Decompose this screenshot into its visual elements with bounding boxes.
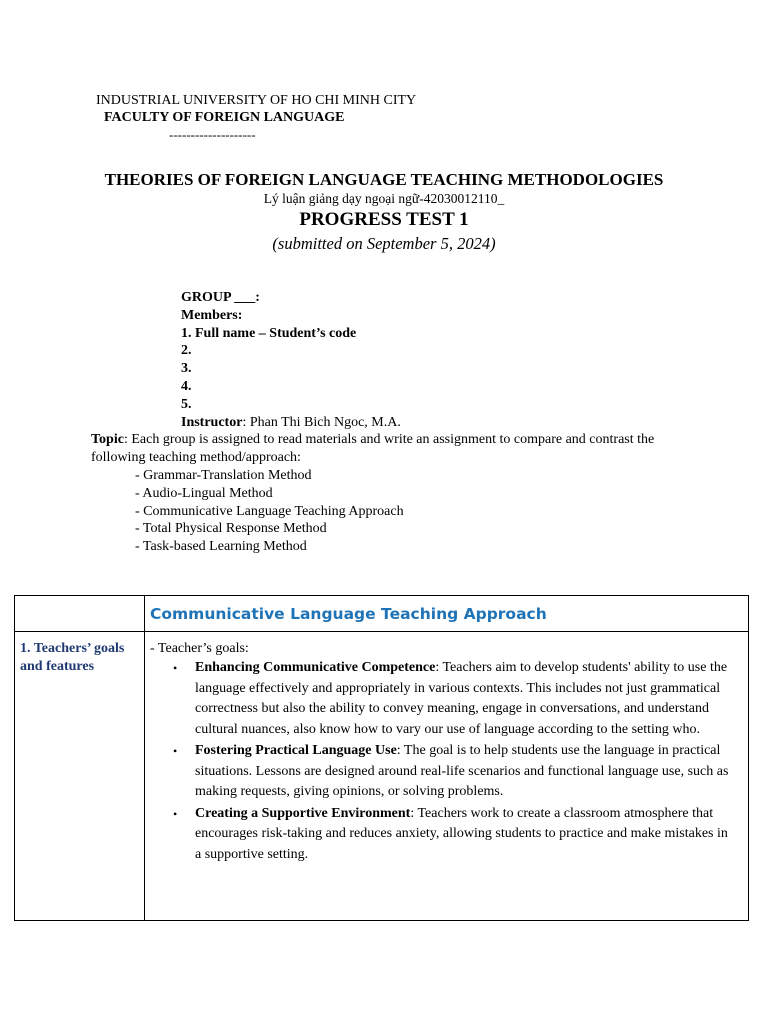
goal-term: Fostering Practical Language Use bbox=[195, 743, 397, 758]
method-item: - Grammar-Translation Method bbox=[135, 468, 312, 483]
course-title: THEORIES OF FOREIGN LANGUAGE TEACHING METHODOLOGIES bbox=[104, 170, 664, 189]
test-title: PROGRESS TEST 1 bbox=[299, 209, 469, 230]
course-code: Lý luận giảng dạy ngoại ngữ-42030012110_ bbox=[263, 191, 505, 206]
header-divider: -------------------- bbox=[169, 127, 256, 142]
member-line: 2. bbox=[181, 343, 192, 359]
instructor-label: Instructor bbox=[181, 414, 243, 430]
member-line: 1. Full name – Student’s code bbox=[181, 325, 357, 341]
method-item: - Audio-Lingual Method bbox=[135, 485, 273, 501]
comparison-table bbox=[14, 595, 749, 921]
goal-term: Creating a Supportive Environment bbox=[195, 805, 411, 821]
faculty-name: FACULTY OF FOREIGN LANGUAGE bbox=[104, 110, 345, 125]
bullet-icon: • bbox=[173, 661, 178, 675]
row-label-cell bbox=[15, 632, 145, 921]
methods-list bbox=[135, 467, 404, 556]
table-row bbox=[15, 632, 749, 921]
list-item bbox=[150, 741, 736, 803]
table-header-cell bbox=[145, 596, 749, 632]
member-line: 4. bbox=[181, 378, 192, 394]
instructor-name: : Phan Thi Bich Ngoc, M.A. bbox=[242, 414, 401, 430]
row-label: 1. Teachers’ goals and features bbox=[20, 641, 125, 674]
row-content-cell bbox=[145, 632, 749, 921]
member-line: 3. bbox=[181, 361, 192, 377]
list-item bbox=[150, 804, 736, 866]
goal-text: : Teachers aim to develop students' ability to use the language effectively and appropriately in various contexts. This includes not just grammatical correctness but also the ability to convey meaning, engage in conversations, and understand cultural nuances, also know how to vary our use of language according to the setting who. bbox=[195, 660, 728, 737]
topic-paragraph bbox=[91, 431, 691, 467]
approach-title: Communicative Language Teaching Approach bbox=[150, 605, 547, 623]
table-header-row bbox=[15, 596, 749, 632]
bullet-icon: • bbox=[173, 806, 178, 821]
group-label: GROUP ___: bbox=[181, 290, 260, 305]
bullet-icon: • bbox=[173, 744, 178, 758]
submission-date: (submitted on September 5, 2024) bbox=[272, 234, 496, 253]
goal-term: Enhancing Communicative Competence bbox=[195, 660, 436, 675]
university-name: INDUSTRIAL UNIVERSITY OF HO CHI MINH CITY bbox=[96, 93, 417, 108]
member-line: 5. bbox=[181, 396, 192, 412]
list-item bbox=[150, 658, 736, 740]
goals-intro: - Teacher’s goals: bbox=[150, 641, 249, 656]
method-item: - Total Physical Response Method bbox=[135, 521, 327, 537]
method-item: - Communicative Language Teaching Approach bbox=[135, 503, 404, 519]
goal-text: : Teachers work to create a classroom atmosphere that encourages risk-taking and reduces anxiety, allowing students to practice and make mistakes in a supportive setting. bbox=[195, 805, 728, 862]
goals-list bbox=[150, 658, 736, 865]
instructor-line bbox=[181, 414, 401, 432]
method-item: - Task-based Learning Method bbox=[135, 539, 307, 555]
table-corner-cell bbox=[15, 596, 145, 632]
topic-text: : Each group is assigned to read materials and write an assignment to compare and contrast the following teaching method/approach: bbox=[91, 432, 655, 465]
goal-text: : The goal is to help students use the language in practical situations. Lessons are designed around real-life scenarios and functional language use, such as making requests, giving opinions, or solving problems. bbox=[195, 743, 729, 799]
members-label: Members: bbox=[181, 307, 243, 323]
group-info bbox=[181, 289, 401, 431]
topic-label: Topic bbox=[91, 432, 124, 447]
